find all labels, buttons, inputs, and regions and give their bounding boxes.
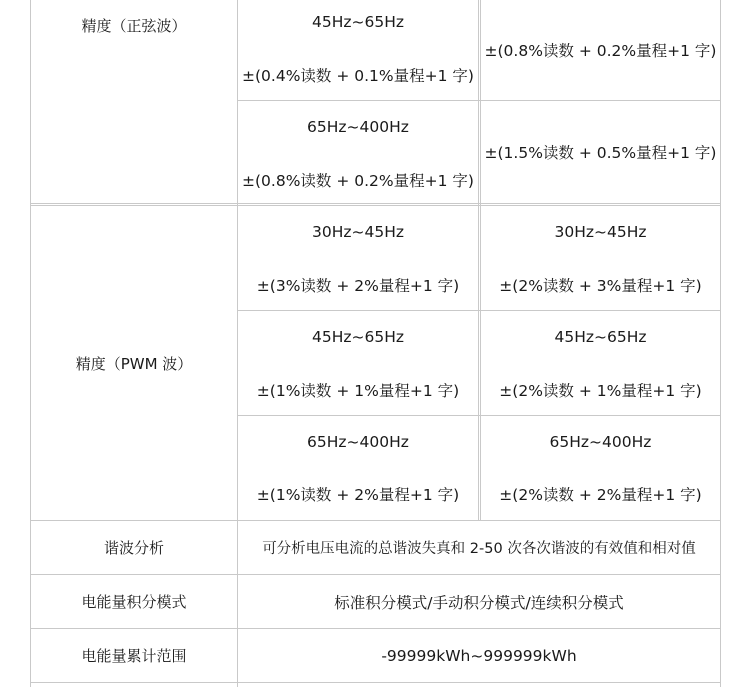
cell-accumulation-range — [238, 629, 720, 682]
cell-integration-mode — [238, 575, 720, 628]
frequency-range: 45Hz~65Hz — [554, 328, 647, 346]
integration-mode-value: 标准积分模式/手动积分模式/连续积分模式 — [334, 593, 624, 612]
accuracy-spec: ±(1%读数 + 1%量程+1 字) — [256, 382, 460, 400]
cell-sine-b-1 — [481, 0, 720, 100]
row-label-text: 谐波分析 — [103, 539, 164, 557]
cell-pwm-a-3 — [238, 416, 478, 520]
accuracy-spec: ±(0.8%读数 + 0.2%量程+1 字) — [242, 172, 474, 190]
cell-pwm-b-1 — [481, 206, 720, 310]
accuracy-spec: ±(1.5%读数 + 0.5%量程+1 字) — [484, 144, 717, 162]
row-label-sine-accuracy — [31, 0, 237, 50]
accuracy-spec: ±(1%读数 + 2%量程+1 字) — [256, 486, 460, 504]
accumulation-range-value: -99999kWh~999999kWh — [381, 646, 577, 665]
frequency-range: 65Hz~400Hz — [549, 433, 652, 451]
cell-pwm-b-3 — [481, 416, 720, 520]
cell-sine-a-1 — [238, 0, 478, 100]
table-border-right — [720, 0, 721, 687]
cell-pwm-b-2 — [481, 311, 720, 415]
cell-sine-b-2 — [481, 101, 720, 203]
row-label-text: 精度（PWM 波） — [75, 354, 193, 373]
harmonic-analysis-value: 可分析电压电流的总谐波失真和 2-50 次各次谐波的有效值和相对值 — [262, 541, 696, 557]
accuracy-spec: ±(2%读数 + 1%量程+1 字) — [499, 382, 702, 400]
row-label-text: 电能量累计范围 — [81, 647, 187, 665]
accuracy-spec: ±(2%读数 + 2%量程+1 字) — [499, 486, 702, 504]
cell-harmonic-analysis — [238, 521, 720, 574]
accuracy-spec: ±(0.4%读数 + 0.1%量程+1 字) — [242, 67, 474, 85]
accuracy-spec: ±(3%读数 + 2%量程+1 字) — [256, 277, 460, 295]
row-divider — [30, 682, 721, 683]
cell-pwm-a-2 — [238, 311, 478, 415]
frequency-range: 30Hz~45Hz — [554, 223, 647, 241]
accuracy-spec: ±(0.8%读数 + 0.2%量程+1 字) — [484, 42, 717, 60]
cell-pwm-a-1 — [238, 206, 478, 310]
row-label-text: 精度（正弦波） — [81, 16, 187, 35]
accuracy-spec: ±(2%读数 + 3%量程+1 字) — [499, 277, 702, 295]
frequency-range: 65Hz~400Hz — [307, 118, 409, 136]
frequency-range: 45Hz~65Hz — [311, 328, 405, 346]
frequency-range: 45Hz~65Hz — [311, 13, 405, 31]
row-label-text: 电能量积分模式 — [81, 593, 187, 611]
row-label-harmonic-analysis — [31, 521, 237, 574]
row-label-pwm-accuracy — [31, 206, 237, 520]
cell-sine-a-2 — [238, 101, 478, 203]
row-label-accumulation-range — [31, 629, 237, 682]
frequency-range: 30Hz~45Hz — [311, 223, 405, 241]
frequency-range: 65Hz~400Hz — [307, 433, 409, 451]
row-label-integration-mode — [31, 575, 237, 628]
